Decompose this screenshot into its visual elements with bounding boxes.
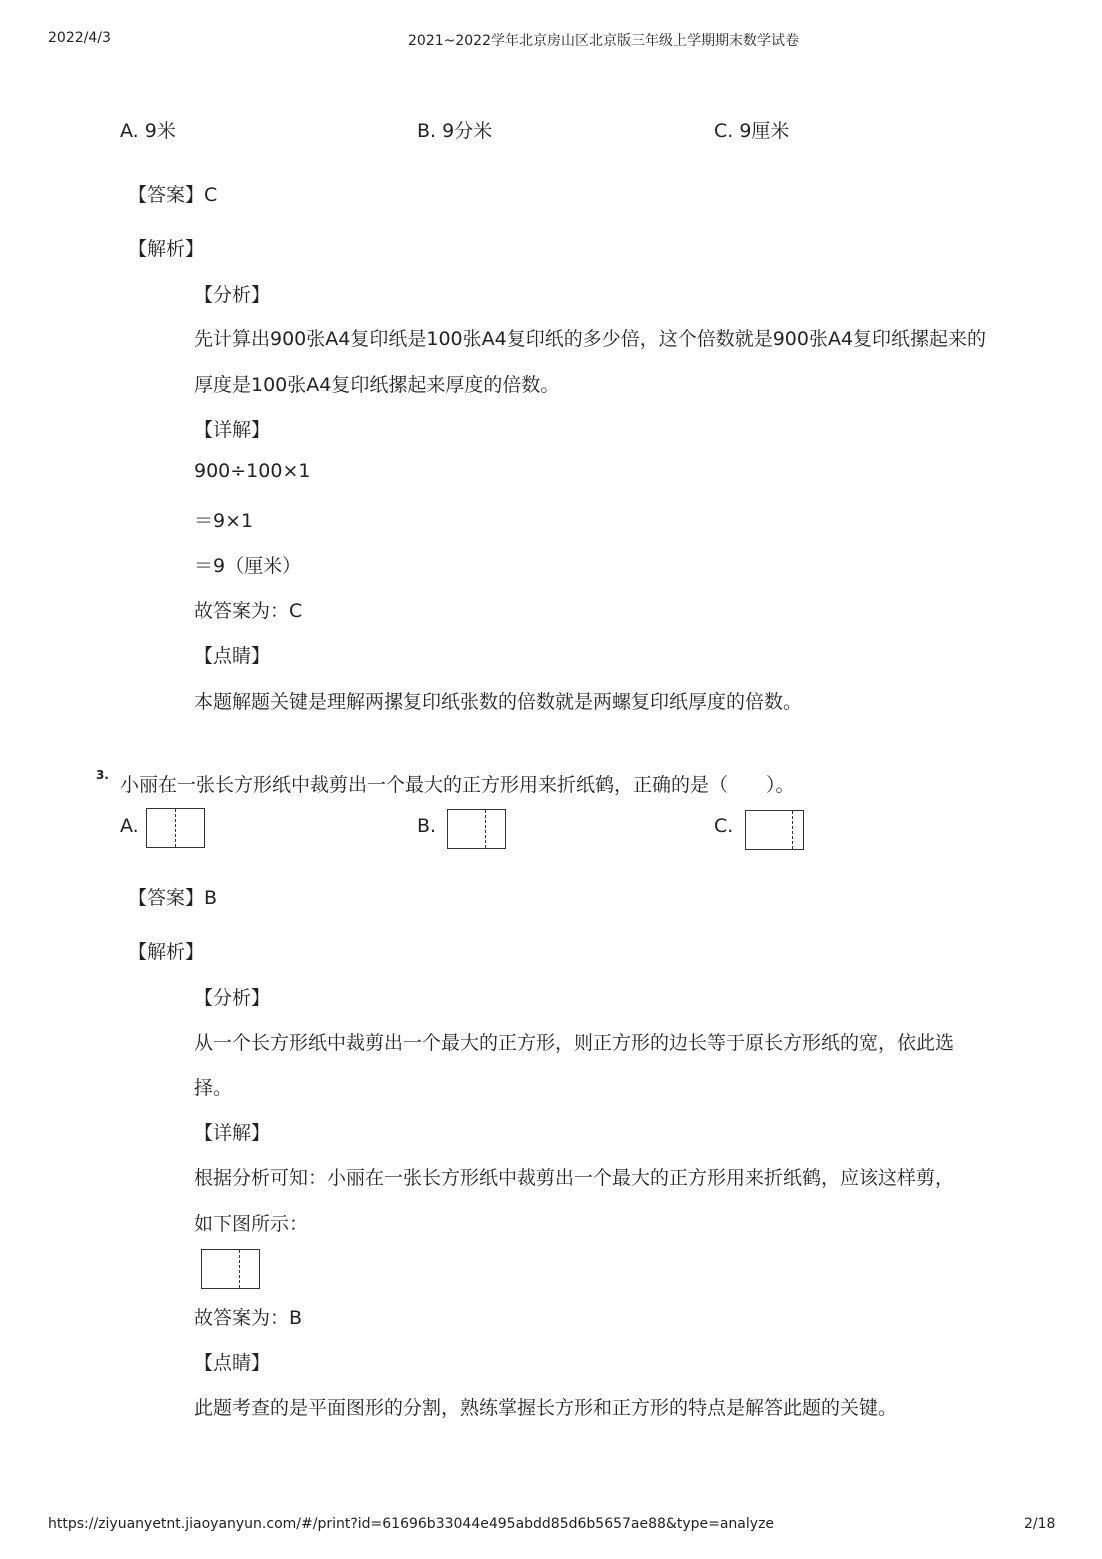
q3-xiangjie-line1: 根据分析可知：小丽在一张长方形纸中裁剪出一个最大的正方形用来折纸鹤，应该这样剪， <box>194 1167 955 1189</box>
q2-dianjing-label: 【点睛】 <box>194 645 271 667</box>
q3-option-c-label: C. <box>714 815 734 837</box>
q3-dianjing: 此题考查的是平面图形的分割，熟练掌握长方形和正方形的特点是解答此题的关键。 <box>194 1397 898 1419</box>
q3-jiexi-label: 【解析】 <box>128 941 205 963</box>
q2-calc-line3: ＝9（厘米） <box>194 555 302 577</box>
q3-xiangjie-label: 【详解】 <box>194 1122 271 1144</box>
q2-fenxi-label: 【分析】 <box>194 284 271 306</box>
q2-option-c: C. 9厘米 <box>714 120 790 142</box>
q3-dianjing-label: 【点睛】 <box>194 1352 271 1374</box>
q3-option-a-cut-line <box>175 809 176 847</box>
q2-calc-line1: 900÷100×1 <box>194 460 311 482</box>
q2-option-a: A. 9米 <box>120 120 176 142</box>
q3-option-a-label: A. <box>120 815 139 837</box>
q2-calc-line2: ＝9×1 <box>194 510 254 532</box>
q2-conclusion: 故答案为：C <box>194 600 303 622</box>
q3-option-b-label: B. <box>417 815 437 837</box>
q2-fenxi-line1: 先计算出900张A4复印纸是100张A4复印纸的多少倍，这个倍数就是900张A4复印纸摞起来的 <box>194 328 987 350</box>
q3-fenxi-line2: 择。 <box>194 1077 233 1099</box>
q3-solution-figure <box>201 1249 260 1289</box>
page-title: 2021~2022学年北京房山区北京版三年级上学期期末数学试卷 <box>408 33 799 49</box>
q2-option-b: B. 9分米 <box>417 120 493 142</box>
print-date: 2022/4/3 <box>48 30 111 46</box>
q3-option-c-figure <box>745 810 804 850</box>
q2-answer: 【答案】C <box>128 184 218 206</box>
q3-xiangjie-line2: 如下图所示： <box>194 1213 309 1235</box>
q2-xiangjie-label: 【详解】 <box>194 419 271 441</box>
q2-dianjing: 本题解题关键是理解两摞复印纸张数的倍数就是两螺复印纸厚度的倍数。 <box>194 691 803 713</box>
q3-option-b-figure <box>447 809 506 849</box>
q3-option-a-figure <box>146 808 205 848</box>
footer-page-number: 2/18 <box>1024 1516 1056 1532</box>
q3-fenxi-line1: 从一个长方形纸中裁剪出一个最大的正方形，则正方形的边长等于原长方形纸的宽，依此选 <box>194 1032 955 1054</box>
q3-fenxi-label: 【分析】 <box>194 987 271 1009</box>
q3-stem: 小丽在一张长方形纸中裁剪出一个最大的正方形用来折纸鹤，正确的是（ ）。 <box>120 774 795 796</box>
q3-option-b-cut-line <box>485 810 486 848</box>
q2-jiexi-label: 【解析】 <box>128 238 205 260</box>
q3-number: 3. <box>96 768 109 782</box>
footer-url: https://ziyuanyetnt.jiaoyanyun.com/#/print?id=61696b33044e495abdd85d6b5657ae88&type=analyze <box>48 1516 775 1532</box>
q3-conclusion: 故答案为：B <box>194 1307 303 1329</box>
q2-fenxi-line2: 厚度是100张A4复印纸摞起来厚度的倍数。 <box>194 374 560 396</box>
q3-option-c-cut-line <box>792 811 793 849</box>
q3-answer: 【答案】B <box>128 887 218 909</box>
q3-solution-cut-line <box>239 1250 240 1288</box>
